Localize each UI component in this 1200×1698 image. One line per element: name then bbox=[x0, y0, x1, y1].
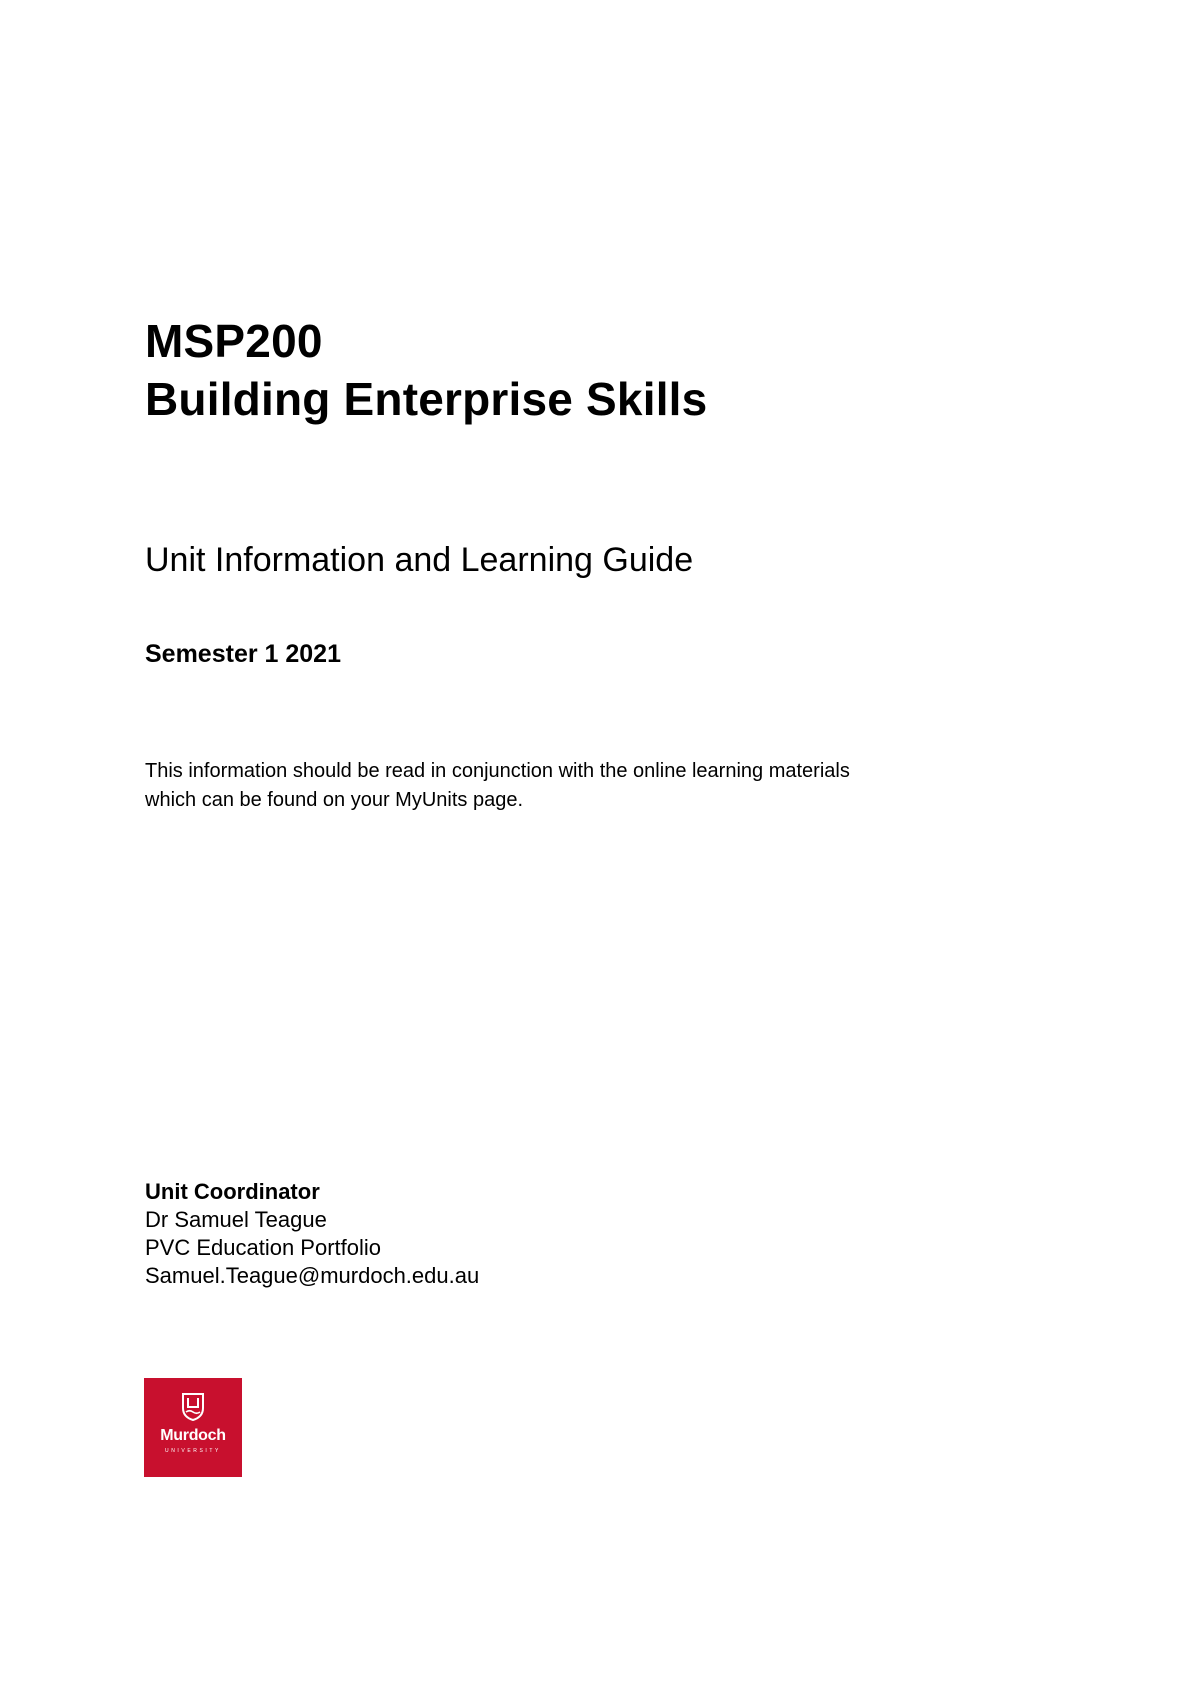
semester-label: Semester 1 2021 bbox=[145, 640, 341, 668]
murdoch-logo bbox=[144, 1378, 242, 1477]
document-subtitle: Unit Information and Learning Guide bbox=[145, 541, 694, 579]
unit-code: MSP200 bbox=[145, 315, 323, 367]
intro-line-1: This information should be read in conjunction with the online learning materials bbox=[145, 760, 850, 782]
coordinator-name: Dr Samuel Teague bbox=[145, 1207, 327, 1232]
unit-name: Building Enterprise Skills bbox=[145, 373, 708, 425]
coordinator-email: Samuel.Teague@murdoch.edu.au bbox=[145, 1263, 480, 1288]
coordinator-heading: Unit Coordinator bbox=[145, 1179, 320, 1204]
intro-line-2: which can be found on your MyUnits page. bbox=[145, 789, 523, 811]
logo-name: Murdoch bbox=[160, 1427, 226, 1444]
intro-paragraph bbox=[145, 757, 1045, 815]
logo-subtitle: UNIVERSITY bbox=[164, 1448, 221, 1454]
coordinator-department: PVC Education Portfolio bbox=[145, 1235, 382, 1260]
murdoch-crest-icon bbox=[180, 1393, 206, 1421]
coordinator-block bbox=[145, 1178, 479, 1290]
document-title bbox=[145, 312, 707, 428]
